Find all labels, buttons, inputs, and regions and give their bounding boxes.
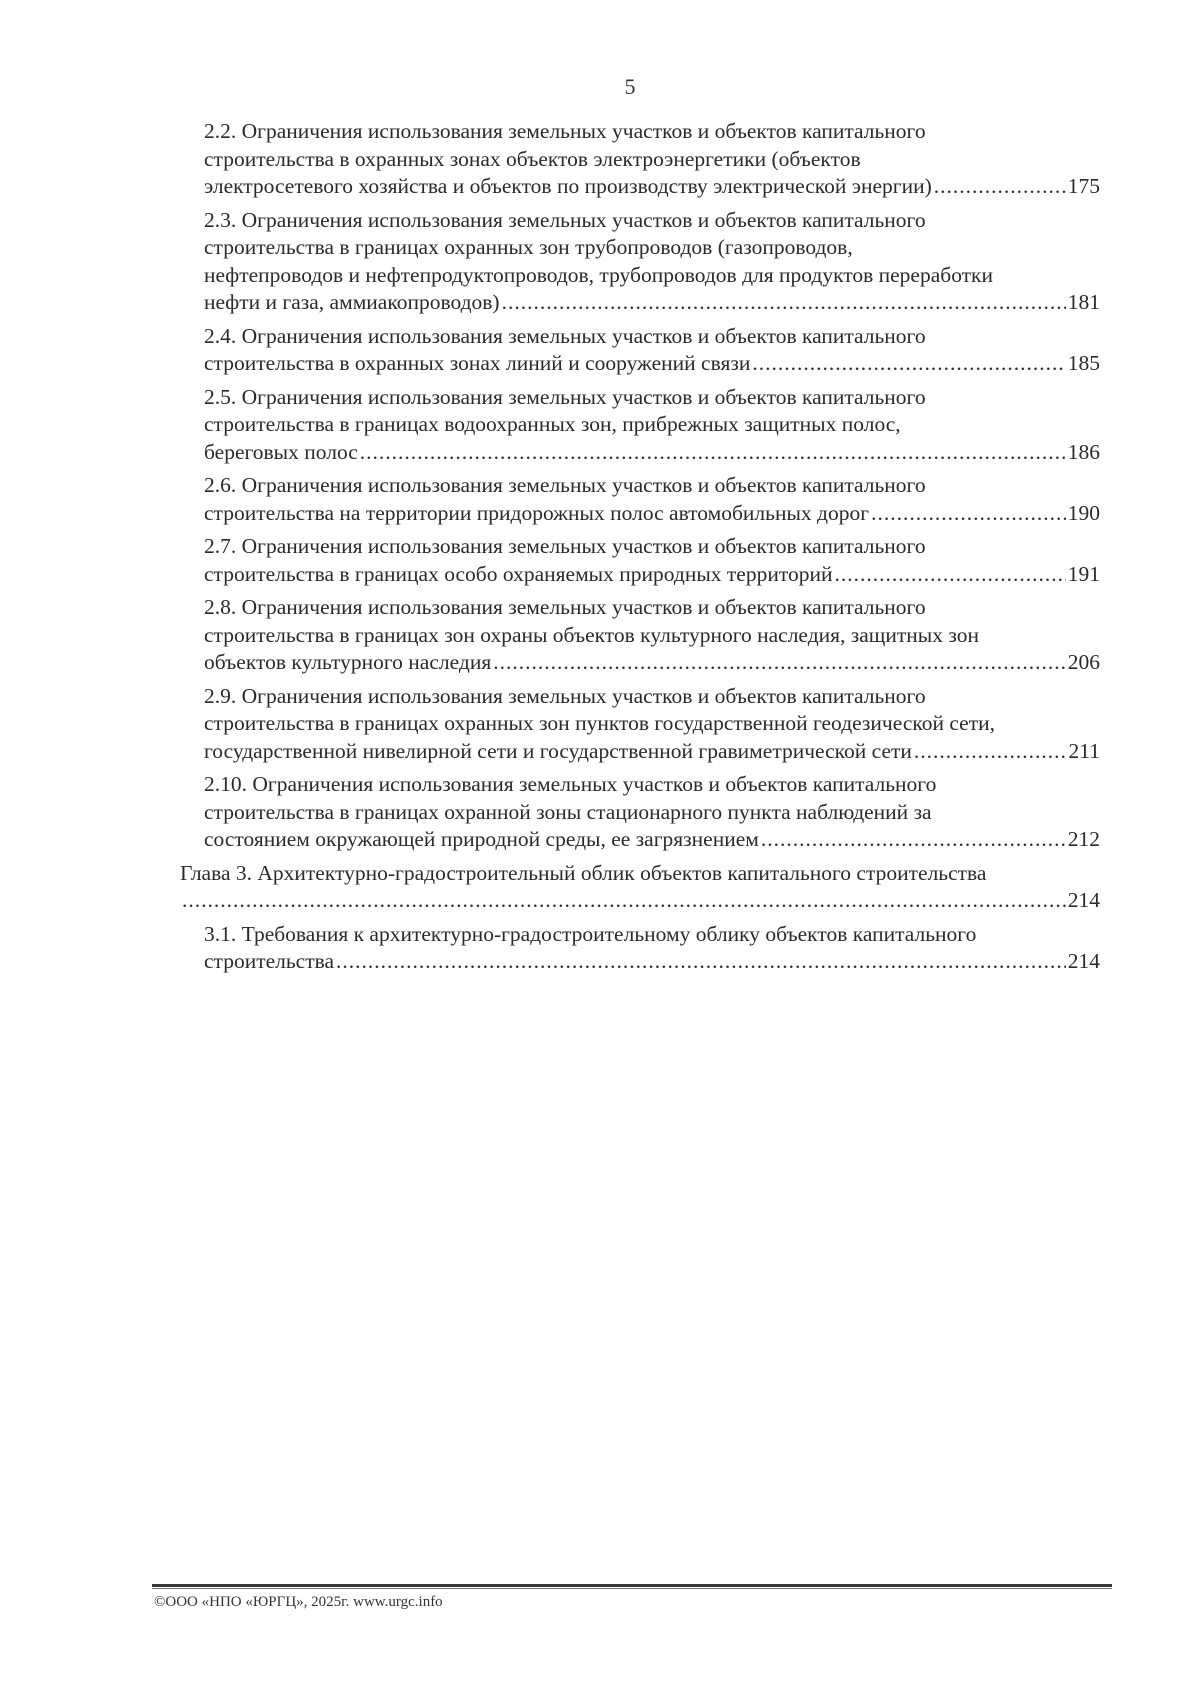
toc-entry-last-line <box>204 948 1100 976</box>
toc-entry[interactable] <box>180 921 1100 976</box>
toc-entry-title <box>204 594 1100 649</box>
dot-leader <box>934 173 1066 201</box>
toc-entry-title-tail: государственной нивелирной сети и государственной гравиметрической сети <box>204 738 912 763</box>
toc-entry-title-line: строительства в границах зон охраны объектов культурного наследия, защитных зон <box>204 622 979 647</box>
toc-entry-title-line: 2.6. Ограничения использования земельных участков и объектов капитального <box>204 473 926 497</box>
toc-entry[interactable] <box>180 384 1100 467</box>
toc-entry-title-tail: электросетевого хозяйства и объектов по производству электрической энергии) <box>204 174 932 198</box>
toc-entry-title <box>204 118 1100 173</box>
table-of-contents <box>180 118 1100 982</box>
dot-leader <box>182 887 1066 915</box>
dot-leader <box>493 649 1066 677</box>
toc-entry-title-line: 2.9. Ограничения использования земельных участков и объектов капитального <box>204 683 926 708</box>
toc-entry-title-tail: нефти и газа, аммиакопроводов) <box>204 290 500 314</box>
toc-entry-last-line <box>204 289 1100 317</box>
toc-entry-last-line <box>204 738 1100 766</box>
toc-page-number: 206 <box>1067 650 1100 674</box>
toc-chapter-entry[interactable] <box>180 860 1100 915</box>
toc-page-number: 190 <box>1067 500 1100 525</box>
dot-leader <box>502 289 1066 317</box>
toc-page-number: 212 <box>1067 827 1100 851</box>
toc-entry-title-tail: строительства в границах особо охраняемых природных территорий <box>204 561 833 586</box>
toc-entry-last-line <box>204 439 1100 467</box>
toc-entry-last-line <box>204 173 1100 201</box>
toc-page-number: 175 <box>1067 174 1100 198</box>
toc-entry-title-line: строительства в границах охранных зон трубопроводов (газопроводов, <box>204 235 853 259</box>
toc-entry[interactable] <box>180 118 1100 201</box>
toc-page-number: 181 <box>1067 290 1100 314</box>
toc-entry-last-line <box>204 350 1100 378</box>
toc-entry-last-line <box>204 561 1100 589</box>
toc-entry-title-tail: объектов культурного наследия <box>204 650 492 674</box>
toc-entry-last-line <box>204 649 1100 677</box>
toc-entry-title-line: 2.4. Ограничения использования земельных участков и объектов капитального <box>204 323 926 348</box>
toc-entry-title <box>204 683 1100 738</box>
dot-leader <box>336 948 1066 976</box>
toc-entry-title-line: строительства в границах водоохранных зон, прибрежных защитных полос, <box>204 412 901 436</box>
toc-page-number: 214 <box>1067 888 1100 912</box>
toc-page-number: 191 <box>1067 561 1100 586</box>
toc-entry-title <box>204 384 1100 439</box>
toc-entry-title-line: 2.10. Ограничения использования земельных участков и объектов капитального <box>204 772 937 796</box>
page-number: 5 <box>624 74 636 99</box>
toc-entry[interactable] <box>180 323 1100 378</box>
toc-entry-last-line <box>180 887 1100 915</box>
toc-entry-title-tail: строительства в охранных зонах линий и сооружений связи <box>204 351 751 375</box>
toc-entry[interactable] <box>180 472 1100 527</box>
toc-entry-title-line: 2.3. Ограничения использования земельных участков и объектов капитального <box>204 207 926 232</box>
toc-entry-title-line: Глава 3. Архитектурно-градостроительный облик объектов капитального строительства <box>180 860 987 885</box>
dot-leader <box>761 826 1066 854</box>
footer-divider-thin <box>152 1588 1112 1589</box>
footer-copyright: ©ООО «НПО «ЮРГЦ», 2025г. www.urgc.info <box>154 1594 443 1610</box>
toc-entry-title-tail: береговых полос <box>204 439 358 464</box>
toc-entry-title-line: 2.7. Ограничения использования земельных участков и объектов капитального <box>204 534 926 558</box>
toc-entry[interactable] <box>180 594 1100 677</box>
toc-entry-title <box>180 860 1100 888</box>
dot-leader <box>834 561 1065 589</box>
toc-entry-title-line: строительства в границах охранной зоны стационарного пункта наблюдений за <box>204 799 932 824</box>
toc-entry[interactable] <box>180 533 1100 588</box>
toc-entry-title-tail: состоянием окружающей природной среды, ее загрязнением <box>204 827 759 851</box>
toc-entry-title <box>204 771 1100 826</box>
toc-entry-title-tail: строительства на территории придорожных полос автомобильных дорог <box>204 500 870 525</box>
dot-leader <box>914 738 1067 766</box>
toc-entry-title <box>204 323 1100 351</box>
toc-entry-last-line <box>204 826 1100 854</box>
footer-divider <box>152 1584 1112 1587</box>
toc-entry-last-line <box>204 500 1100 528</box>
toc-entry[interactable] <box>180 207 1100 317</box>
dot-leader <box>752 350 1065 378</box>
toc-entry-title-tail: строительства <box>204 949 335 973</box>
toc-entry-title-line: 2.5. Ограничения использования земельных участков и объектов капитального <box>204 384 926 409</box>
toc-entry-title <box>204 472 1100 500</box>
toc-entry[interactable] <box>180 771 1100 854</box>
toc-entry-title <box>204 921 1100 949</box>
toc-entry-title-line: 3.1. Требования к архитектурно-градостроительному облику объектов капитального <box>204 921 977 946</box>
toc-entry-title-line: 2.2. Ограничения использования земельных участков и объектов капитального <box>204 119 926 143</box>
toc-entry-title-line: строительства в границах охранных зон пунктов государственной геодезической сети, <box>204 711 995 735</box>
toc-page-number: 185 <box>1067 351 1100 375</box>
toc-page-number: 186 <box>1067 439 1100 464</box>
toc-page-number: 211 <box>1068 738 1100 763</box>
dot-leader <box>360 439 1066 467</box>
toc-entry-title-line: нефтепроводов и нефтепродуктопроводов, трубопроводов для продуктов переработки <box>204 262 994 287</box>
toc-entry[interactable] <box>180 683 1100 766</box>
toc-entry-title-line: 2.8. Ограничения использования земельных участков и объектов капитального <box>204 595 926 619</box>
toc-page-number: 214 <box>1067 949 1100 973</box>
toc-entry-title <box>204 207 1100 290</box>
toc-entry-title <box>204 533 1100 561</box>
dot-leader <box>871 500 1066 528</box>
toc-entry-title-line: строительства в охранных зонах объектов электроэнергетики (объектов <box>204 146 861 171</box>
